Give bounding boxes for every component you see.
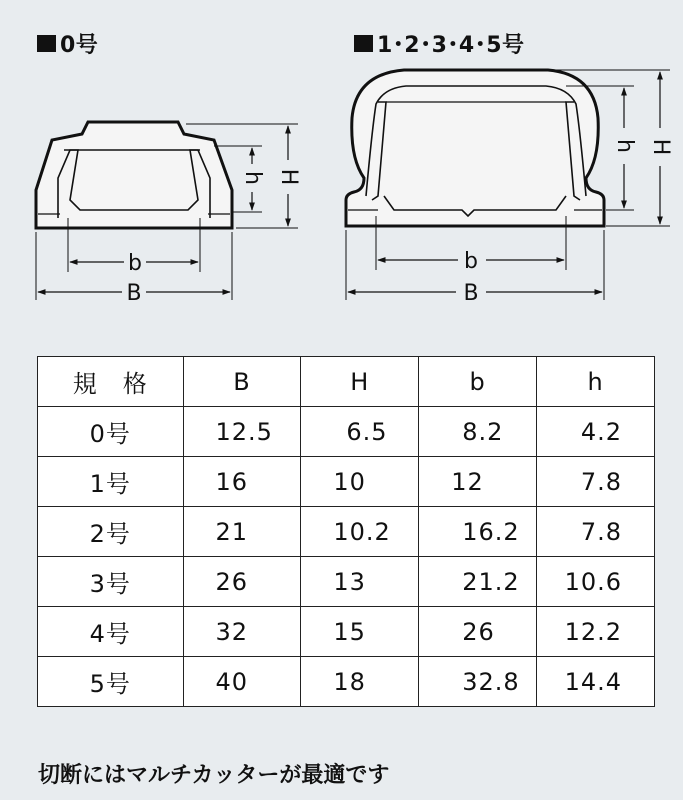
header-B: B (183, 357, 301, 407)
specification-table (37, 356, 655, 707)
table-header-row (38, 357, 655, 407)
header-spec: 規 格 (38, 357, 184, 407)
cell-H: 6.5 (301, 407, 419, 457)
cell-h: 4.2 (537, 407, 655, 457)
cell-H: 10.2 (301, 507, 419, 557)
row-name: 5号 (38, 657, 184, 707)
cell-b: 21.2 (419, 557, 537, 607)
table-row (38, 507, 655, 557)
row-name: 4号 (38, 607, 184, 657)
size-0-b-label: b (128, 251, 142, 276)
row-name: 2号 (38, 507, 184, 557)
heading-size-0-text: 0号 (60, 33, 99, 58)
size-1-5-cross-section (346, 70, 604, 226)
size-1-5-H-label: H (648, 138, 673, 156)
row-name: 1号 (38, 457, 184, 507)
cell-b: 12 (419, 457, 537, 507)
table-row (38, 607, 655, 657)
cell-B: 26 (183, 557, 301, 607)
header-h: h (537, 357, 655, 407)
cell-H: 18 (301, 657, 419, 707)
cell-h: 10.6 (537, 557, 655, 607)
cell-B: 12.5 (183, 407, 301, 457)
cell-H: 13 (301, 557, 419, 607)
size-1-5-b-label: b (464, 249, 478, 274)
cell-B: 21 (183, 507, 301, 557)
cell-h: 7.8 (537, 457, 655, 507)
cell-h: 12.2 (537, 607, 655, 657)
cell-H: 15 (301, 607, 419, 657)
cell-b: 8.2 (419, 407, 537, 457)
footer-note: 切断にはマルチカッターが最適です (38, 763, 390, 788)
cell-B: 32 (183, 607, 301, 657)
cell-b: 32.8 (419, 657, 537, 707)
cell-b: 26 (419, 607, 537, 657)
size-0-B-label: B (126, 281, 142, 306)
table-row (38, 557, 655, 607)
table-row (38, 657, 655, 707)
cell-B: 16 (183, 457, 301, 507)
cross-section-diagrams (0, 0, 683, 320)
cell-b: 16.2 (419, 507, 537, 557)
cell-h: 14.4 (537, 657, 655, 707)
cell-B: 40 (183, 657, 301, 707)
header-H: H (301, 357, 419, 407)
size-1-5-B-label: B (463, 281, 479, 306)
table-row (38, 457, 655, 507)
size-1-5-h-label: h (612, 139, 637, 153)
size-0-H-label: H (276, 168, 301, 186)
row-name: 3号 (38, 557, 184, 607)
row-name: 0号 (38, 407, 184, 457)
heading-size-1-5-text: 1･2･3･4･5号 (377, 33, 525, 58)
header-b: b (419, 357, 537, 407)
cell-h: 7.8 (537, 507, 655, 557)
cell-H: 10 (301, 457, 419, 507)
table-row (38, 407, 655, 457)
size-0-h-label: h (240, 171, 265, 185)
size-0-cross-section (36, 122, 232, 228)
